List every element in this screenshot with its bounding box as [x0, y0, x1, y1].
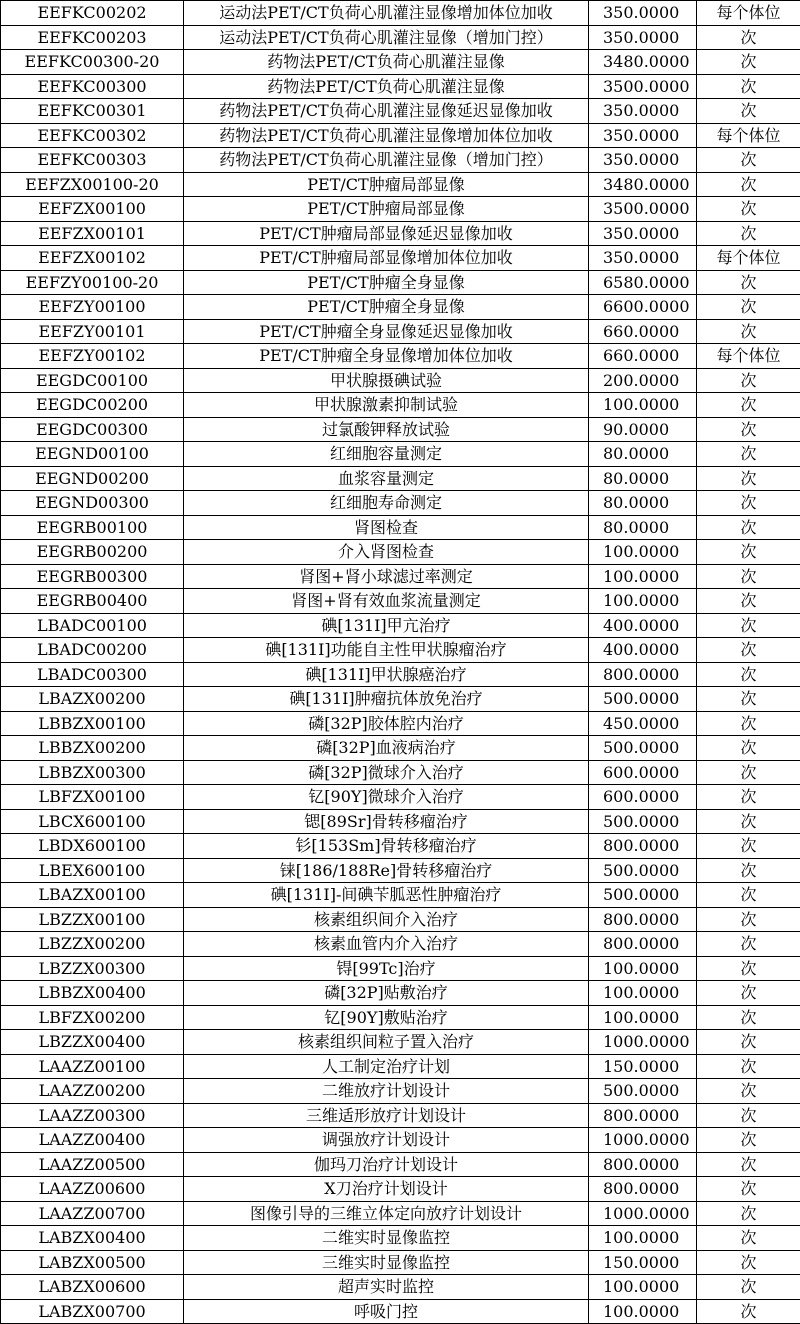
item-unit-cell: 次: [697, 1275, 800, 1300]
item-price-cell: 6600.0000: [589, 295, 697, 320]
item-unit-cell: 次: [697, 760, 800, 785]
item-code-cell: LBFZX00100: [1, 785, 184, 810]
table-row: [1, 907, 800, 932]
table-row: [1, 25, 800, 50]
item-unit-cell: 每个体位: [697, 344, 800, 369]
item-code-cell: LAAZZ00300: [1, 1103, 184, 1128]
table-row: [1, 1005, 800, 1030]
table-row: [1, 148, 800, 173]
item-name-cell: 图像引导的三维立体定向放疗计划设计: [184, 1201, 589, 1226]
item-price-cell: 350.0000: [589, 246, 697, 271]
item-price-cell: 350.0000: [589, 221, 697, 246]
table-row: [1, 858, 800, 883]
item-code-cell: LAAZZ00500: [1, 1152, 184, 1177]
item-code-cell: EEFKC00302: [1, 123, 184, 148]
item-price-cell: 3500.0000: [589, 197, 697, 222]
item-price-cell: 100.0000: [589, 540, 697, 565]
table-row: [1, 760, 800, 785]
item-code-cell: LABZX00700: [1, 1299, 184, 1324]
item-price-cell: 80.0000: [589, 491, 697, 516]
item-name-cell: 碘[131I]肿瘤抗体放免治疗: [184, 687, 589, 712]
item-unit-cell: 次: [697, 1152, 800, 1177]
item-price-cell: 150.0000: [589, 1054, 697, 1079]
item-price-cell: 660.0000: [589, 319, 697, 344]
item-unit-cell: 次: [697, 99, 800, 124]
item-code-cell: EEGRB00200: [1, 540, 184, 565]
table-row: [1, 589, 800, 614]
item-price-cell: 600.0000: [589, 785, 697, 810]
table-row: [1, 564, 800, 589]
item-name-cell: 三维实时显像监控: [184, 1250, 589, 1275]
item-price-cell: 350.0000: [589, 123, 697, 148]
item-code-cell: LBADC00300: [1, 662, 184, 687]
item-price-cell: 500.0000: [589, 858, 697, 883]
item-name-cell: 碘[131I]功能自主性甲状腺瘤治疗: [184, 638, 589, 663]
table-row: [1, 687, 800, 712]
table-row: [1, 662, 800, 687]
item-name-cell: 核素组织间粒子置入治疗: [184, 1030, 589, 1055]
item-unit-cell: 次: [697, 662, 800, 687]
table-row: [1, 270, 800, 295]
table-row: [1, 1275, 800, 1300]
table-row: [1, 99, 800, 124]
item-code-cell: LBBZX00200: [1, 736, 184, 761]
table-row: [1, 785, 800, 810]
item-price-cell: 800.0000: [589, 1152, 697, 1177]
item-price-cell: 100.0000: [589, 956, 697, 981]
item-code-cell: LAAZZ00200: [1, 1079, 184, 1104]
item-name-cell: 药物法PET/CT负荷心肌灌注显像增加体位加收: [184, 123, 589, 148]
item-name-cell: 血浆容量测定: [184, 466, 589, 491]
table-row: [1, 834, 800, 859]
item-name-cell: 呼吸门控: [184, 1299, 589, 1324]
item-price-cell: 350.0000: [589, 148, 697, 173]
item-price-cell: 80.0000: [589, 466, 697, 491]
item-name-cell: 甲状腺激素抑制试验: [184, 393, 589, 418]
item-code-cell: EEGRB00400: [1, 589, 184, 614]
table-body: [1, 1, 800, 1324]
item-name-cell: 核素组织间介入治疗: [184, 907, 589, 932]
item-name-cell: 锝[99Tc]治疗: [184, 956, 589, 981]
item-name-cell: PET/CT肿瘤全身显像: [184, 295, 589, 320]
item-unit-cell: 次: [697, 883, 800, 908]
table-row: [1, 50, 800, 75]
item-price-cell: 3500.0000: [589, 74, 697, 99]
table-row: [1, 1, 800, 26]
item-unit-cell: 次: [697, 981, 800, 1006]
item-code-cell: LBAZX00100: [1, 883, 184, 908]
table-row: [1, 711, 800, 736]
table-row: [1, 197, 800, 222]
item-price-cell: 100.0000: [589, 981, 697, 1006]
item-price-cell: 1000.0000: [589, 1030, 697, 1055]
table-row: [1, 932, 800, 957]
item-price-cell: 500.0000: [589, 687, 697, 712]
table-row: [1, 1226, 800, 1251]
item-price-cell: 800.0000: [589, 662, 697, 687]
item-unit-cell: 次: [697, 956, 800, 981]
item-code-cell: LBAZX00200: [1, 687, 184, 712]
table-row: [1, 491, 800, 516]
item-name-cell: PET/CT肿瘤局部显像: [184, 172, 589, 197]
table-row: [1, 613, 800, 638]
item-price-cell: 660.0000: [589, 344, 697, 369]
item-price-cell: 1000.0000: [589, 1128, 697, 1153]
table-row: [1, 221, 800, 246]
item-unit-cell: 次: [697, 785, 800, 810]
item-name-cell: 锶[89Sr]骨转移瘤治疗: [184, 809, 589, 834]
item-unit-cell: 次: [697, 1299, 800, 1324]
item-unit-cell: 次: [697, 270, 800, 295]
item-code-cell: EEFZX00102: [1, 246, 184, 271]
item-name-cell: 红细胞容量测定: [184, 442, 589, 467]
item-name-cell: 磷[32P]贴敷治疗: [184, 981, 589, 1006]
item-price-cell: 6580.0000: [589, 270, 697, 295]
item-unit-cell: 次: [697, 638, 800, 663]
table-row: [1, 172, 800, 197]
item-name-cell: 药物法PET/CT负荷心肌灌注显像（增加门控）: [184, 148, 589, 173]
item-name-cell: 核素血管内介入治疗: [184, 932, 589, 957]
item-unit-cell: 次: [697, 809, 800, 834]
item-code-cell: EEFKC00203: [1, 25, 184, 50]
item-price-cell: 100.0000: [589, 393, 697, 418]
item-code-cell: EEFKC00202: [1, 1, 184, 26]
item-unit-cell: 次: [697, 50, 800, 75]
item-price-cell: 1000.0000: [589, 1201, 697, 1226]
table-row: [1, 295, 800, 320]
item-unit-cell: 次: [697, 1177, 800, 1202]
item-code-cell: EEFZY00100: [1, 295, 184, 320]
item-price-cell: 90.0000: [589, 417, 697, 442]
item-unit-cell: 次: [697, 74, 800, 99]
item-code-cell: LAAZZ00700: [1, 1201, 184, 1226]
item-unit-cell: 次: [697, 491, 800, 516]
item-code-cell: EEFZX00101: [1, 221, 184, 246]
item-unit-cell: 次: [697, 613, 800, 638]
table-row: [1, 1177, 800, 1202]
item-code-cell: EEGND00200: [1, 466, 184, 491]
item-price-cell: 400.0000: [589, 638, 697, 663]
table-row: [1, 540, 800, 565]
item-code-cell: LAAZZ00400: [1, 1128, 184, 1153]
item-price-cell: 400.0000: [589, 613, 697, 638]
item-name-cell: 介入肾图检查: [184, 540, 589, 565]
item-price-cell: 500.0000: [589, 736, 697, 761]
item-price-cell: 3480.0000: [589, 50, 697, 75]
item-price-cell: 200.0000: [589, 368, 697, 393]
item-code-cell: LBZZX00400: [1, 1030, 184, 1055]
item-code-cell: EEGDC00100: [1, 368, 184, 393]
item-price-cell: 3480.0000: [589, 172, 697, 197]
item-price-cell: 600.0000: [589, 760, 697, 785]
item-name-cell: 药物法PET/CT负荷心肌灌注显像延迟显像加收: [184, 99, 589, 124]
item-unit-cell: 次: [697, 515, 800, 540]
item-unit-cell: 次: [697, 1030, 800, 1055]
item-price-cell: 150.0000: [589, 1250, 697, 1275]
item-name-cell: 三维适形放疗计划设计: [184, 1103, 589, 1128]
item-unit-cell: 次: [697, 1079, 800, 1104]
item-code-cell: EEGND00100: [1, 442, 184, 467]
item-unit-cell: 次: [697, 466, 800, 491]
item-code-cell: LABZX00500: [1, 1250, 184, 1275]
item-price-cell: 800.0000: [589, 907, 697, 932]
item-unit-cell: 次: [697, 687, 800, 712]
item-unit-cell: 次: [697, 1226, 800, 1251]
item-price-cell: 100.0000: [589, 564, 697, 589]
item-name-cell: PET/CT肿瘤局部显像: [184, 197, 589, 222]
item-unit-cell: 次: [697, 319, 800, 344]
table-row: [1, 883, 800, 908]
table-row: [1, 515, 800, 540]
item-unit-cell: 次: [697, 197, 800, 222]
item-name-cell: PET/CT肿瘤全身显像延迟显像加收: [184, 319, 589, 344]
item-price-cell: 100.0000: [589, 1275, 697, 1300]
item-price-cell: 80.0000: [589, 515, 697, 540]
table-row: [1, 1079, 800, 1104]
table-row: [1, 466, 800, 491]
item-unit-cell: 次: [697, 1005, 800, 1030]
item-name-cell: 运动法PET/CT负荷心肌灌注显像增加体位加收: [184, 1, 589, 26]
item-price-cell: 500.0000: [589, 809, 697, 834]
item-unit-cell: 次: [697, 148, 800, 173]
item-unit-cell: 次: [697, 834, 800, 859]
item-name-cell: PET/CT肿瘤全身显像增加体位加收: [184, 344, 589, 369]
item-name-cell: 钐[153Sm]骨转移瘤治疗: [184, 834, 589, 859]
item-name-cell: 过氯酸钾释放试验: [184, 417, 589, 442]
item-price-cell: 80.0000: [589, 442, 697, 467]
item-code-cell: EEGND00300: [1, 491, 184, 516]
item-name-cell: 碘[131I]甲亢治疗: [184, 613, 589, 638]
item-price-cell: 450.0000: [589, 711, 697, 736]
item-code-cell: LBBZX00400: [1, 981, 184, 1006]
item-name-cell: 伽玛刀治疗计划设计: [184, 1152, 589, 1177]
item-unit-cell: 次: [697, 368, 800, 393]
item-name-cell: 人工制定治疗计划: [184, 1054, 589, 1079]
table-row: [1, 1299, 800, 1324]
item-name-cell: PET/CT肿瘤局部显像增加体位加收: [184, 246, 589, 271]
item-price-cell: 800.0000: [589, 932, 697, 957]
item-name-cell: 碘[131I]甲状腺癌治疗: [184, 662, 589, 687]
item-name-cell: 钇[90Y]敷贴治疗: [184, 1005, 589, 1030]
table-row: [1, 981, 800, 1006]
item-name-cell: 超声实时监控: [184, 1275, 589, 1300]
item-code-cell: LBBZX00300: [1, 760, 184, 785]
table-row: [1, 393, 800, 418]
item-code-cell: EEGRB00100: [1, 515, 184, 540]
table-row: [1, 809, 800, 834]
item-price-cell: 800.0000: [589, 1177, 697, 1202]
item-code-cell: EEFZY00100-20: [1, 270, 184, 295]
table-row: [1, 1250, 800, 1275]
item-code-cell: LBZZX00300: [1, 956, 184, 981]
item-code-cell: EEGDC00200: [1, 393, 184, 418]
table-row: [1, 956, 800, 981]
item-name-cell: 磷[32P]微球介入治疗: [184, 760, 589, 785]
table-row: [1, 123, 800, 148]
item-unit-cell: 每个体位: [697, 1, 800, 26]
item-name-cell: PET/CT肿瘤局部显像延迟显像加收: [184, 221, 589, 246]
item-code-cell: LAAZZ00600: [1, 1177, 184, 1202]
item-code-cell: LBBZX00100: [1, 711, 184, 736]
item-price-cell: 100.0000: [589, 1226, 697, 1251]
item-code-cell: EEFKC00301: [1, 99, 184, 124]
item-code-cell: LABZX00600: [1, 1275, 184, 1300]
item-code-cell: LBADC00200: [1, 638, 184, 663]
item-code-cell: EEFZY00101: [1, 319, 184, 344]
item-code-cell: LBADC00100: [1, 613, 184, 638]
item-unit-cell: 次: [697, 417, 800, 442]
item-unit-cell: 次: [697, 172, 800, 197]
item-unit-cell: 次: [697, 540, 800, 565]
item-price-cell: 500.0000: [589, 883, 697, 908]
item-code-cell: EEGDC00300: [1, 417, 184, 442]
table-row: [1, 344, 800, 369]
item-unit-cell: 次: [697, 295, 800, 320]
item-code-cell: LBDX600100: [1, 834, 184, 859]
table-row: [1, 1103, 800, 1128]
item-name-cell: 磷[32P]胶体腔内治疗: [184, 711, 589, 736]
table-row: [1, 442, 800, 467]
table-row: [1, 1054, 800, 1079]
item-unit-cell: 次: [697, 393, 800, 418]
item-code-cell: EEFKC00300: [1, 74, 184, 99]
item-code-cell: EEFZX00100-20: [1, 172, 184, 197]
item-unit-cell: 次: [697, 1250, 800, 1275]
item-name-cell: 二维实时显像监控: [184, 1226, 589, 1251]
item-unit-cell: 次: [697, 711, 800, 736]
item-code-cell: EEFKC00300-20: [1, 50, 184, 75]
item-price-cell: 350.0000: [589, 25, 697, 50]
table-row: [1, 1152, 800, 1177]
item-code-cell: LAAZZ00100: [1, 1054, 184, 1079]
item-name-cell: 甲状腺摄碘试验: [184, 368, 589, 393]
item-name-cell: 肾图检查: [184, 515, 589, 540]
item-unit-cell: 次: [697, 1103, 800, 1128]
item-price-cell: 100.0000: [589, 1005, 697, 1030]
item-code-cell: EEFKC00303: [1, 148, 184, 173]
item-unit-cell: 每个体位: [697, 246, 800, 271]
item-unit-cell: 次: [697, 1201, 800, 1226]
table-row: [1, 1201, 800, 1226]
item-unit-cell: 次: [697, 442, 800, 467]
item-price-cell: 350.0000: [589, 1, 697, 26]
table-row: [1, 319, 800, 344]
item-unit-cell: 次: [697, 1054, 800, 1079]
item-name-cell: 肾图+肾有效血浆流量测定: [184, 589, 589, 614]
item-name-cell: 药物法PET/CT负荷心肌灌注显像: [184, 50, 589, 75]
item-code-cell: EEGRB00300: [1, 564, 184, 589]
item-unit-cell: 次: [697, 858, 800, 883]
item-name-cell: 调强放疗计划设计: [184, 1128, 589, 1153]
item-name-cell: PET/CT肿瘤全身显像: [184, 270, 589, 295]
item-code-cell: LBCX600100: [1, 809, 184, 834]
item-price-cell: 500.0000: [589, 1079, 697, 1104]
item-code-cell: LABZX00400: [1, 1226, 184, 1251]
item-code-cell: LBFZX00200: [1, 1005, 184, 1030]
item-unit-cell: 次: [697, 589, 800, 614]
table-row: [1, 74, 800, 99]
table-row: [1, 368, 800, 393]
item-name-cell: 二维放疗计划设计: [184, 1079, 589, 1104]
item-unit-cell: 次: [697, 932, 800, 957]
item-name-cell: 红细胞寿命测定: [184, 491, 589, 516]
item-name-cell: 钇[90Y]微球介入治疗: [184, 785, 589, 810]
item-name-cell: 药物法PET/CT负荷心肌灌注显像: [184, 74, 589, 99]
item-name-cell: 运动法PET/CT负荷心肌灌注显像（增加门控）: [184, 25, 589, 50]
item-unit-cell: 次: [697, 221, 800, 246]
table-row: [1, 1030, 800, 1055]
item-price-cell: 800.0000: [589, 1103, 697, 1128]
item-code-cell: EEFZY00102: [1, 344, 184, 369]
table-row: [1, 1128, 800, 1153]
item-price-cell: 100.0000: [589, 589, 697, 614]
item-unit-cell: 每个体位: [697, 123, 800, 148]
item-unit-cell: 次: [697, 25, 800, 50]
item-price-cell: 800.0000: [589, 834, 697, 859]
item-name-cell: 肾图+肾小球滤过率测定: [184, 564, 589, 589]
item-name-cell: X刀治疗计划设计: [184, 1177, 589, 1202]
table-row: [1, 246, 800, 271]
item-unit-cell: 次: [697, 736, 800, 761]
item-code-cell: LBZZX00200: [1, 932, 184, 957]
item-name-cell: 铼[186/188Re]骨转移瘤治疗: [184, 858, 589, 883]
table-row: [1, 736, 800, 761]
item-price-cell: 100.0000: [589, 1299, 697, 1324]
item-price-cell: 350.0000: [589, 99, 697, 124]
item-unit-cell: 次: [697, 564, 800, 589]
item-name-cell: 磷[32P]血液病治疗: [184, 736, 589, 761]
table-row: [1, 638, 800, 663]
item-code-cell: EEFZX00100: [1, 197, 184, 222]
item-unit-cell: 次: [697, 907, 800, 932]
item-code-cell: LBZZX00100: [1, 907, 184, 932]
table-row: [1, 417, 800, 442]
item-name-cell: 碘[131I]-间碘苄胍恶性肿瘤治疗: [184, 883, 589, 908]
item-code-cell: LBEX600100: [1, 858, 184, 883]
item-unit-cell: 次: [697, 1128, 800, 1153]
